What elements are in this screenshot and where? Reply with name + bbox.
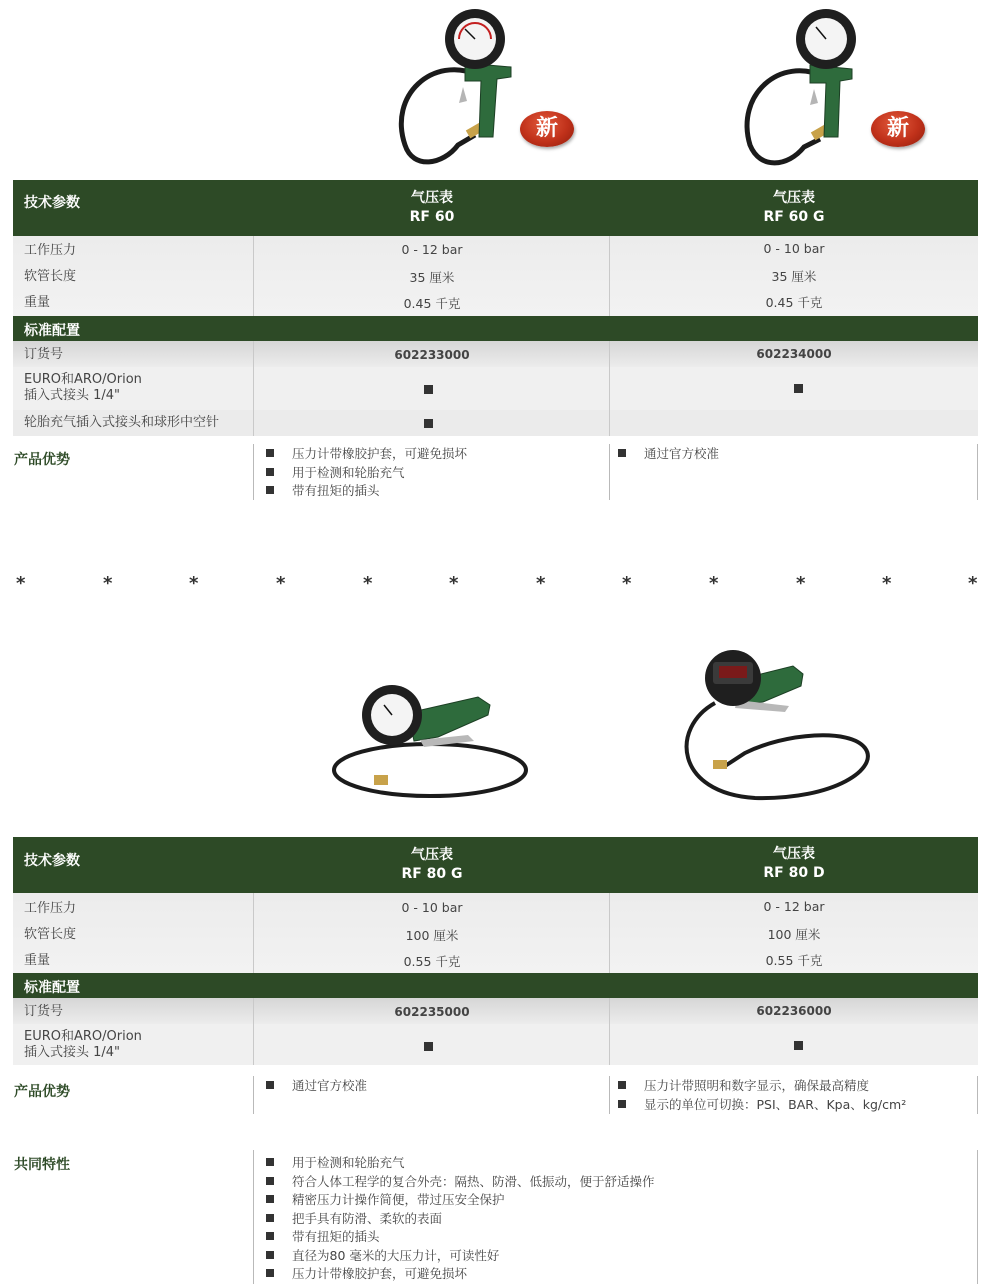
euro-aro-row — [13, 367, 978, 410]
standard-config-label: 标准配置 — [24, 980, 80, 996]
row-label-hose: 软管长度 — [24, 269, 77, 284]
separator-star: * — [189, 573, 199, 594]
order-number-label: 订货号 — [24, 347, 64, 362]
hose-value: 100 厘米 — [767, 927, 821, 942]
advantages-list — [618, 1077, 906, 1114]
col-divider — [609, 998, 610, 1065]
hose-value: 35 厘米 — [771, 269, 817, 284]
product-col-header: 气压表 RF 60 — [409, 190, 455, 225]
list-item: 把手具有防滑、柔软的表面 — [266, 1210, 655, 1229]
advantages-list — [618, 445, 719, 464]
adv-divider — [977, 1150, 978, 1284]
product-col-header: 气压表 RF 80 G — [401, 847, 463, 882]
list-item: 显示的单位可切换：PSI、BAR、Kpa、kg/cm² — [618, 1096, 906, 1115]
table-header — [13, 180, 978, 236]
separator-star: * — [103, 573, 113, 594]
col-divider — [253, 341, 254, 436]
pressure-value: 0 - 12 bar — [763, 899, 825, 914]
order-number-row — [13, 998, 978, 1024]
row-label-pressure: 工作压力 — [24, 901, 77, 916]
product-image-rf80d — [675, 648, 875, 808]
row-label-hose: 软管长度 — [24, 927, 77, 942]
order-number: 602236000 — [756, 1004, 832, 1018]
list-item: 压力计带橡胶护套，可避免损坏 — [266, 1265, 655, 1284]
advantages-title: 产品优势 — [14, 1084, 70, 1100]
product-col-header: 气压表 RF 80 D — [763, 846, 825, 881]
list-item: 直径为80 毫米的大压力计，可读性好 — [266, 1247, 655, 1266]
separator-star: * — [363, 573, 373, 594]
weight-value: 0.55 千克 — [765, 953, 823, 968]
col-divider — [609, 341, 610, 436]
separator-star: * — [709, 573, 719, 594]
list-item: 通过官方校准 — [618, 445, 719, 464]
standard-config-band — [13, 973, 978, 998]
list-item: 压力计带橡胶护套，可避免损坏 — [266, 445, 467, 464]
col-divider — [253, 893, 254, 973]
spec-rows — [13, 893, 978, 973]
separator-star: * — [449, 573, 459, 594]
header-label: 技术参数 — [24, 195, 80, 211]
list-item: 符合人体工程学的复合外壳：隔热、防滑、低振动，便于舒适操作 — [266, 1173, 655, 1192]
adv-divider — [977, 1076, 978, 1114]
list-item: 压力计带照明和数字显示，确保最高精度 — [618, 1077, 906, 1096]
weight-value: 0.55 千克 — [403, 954, 461, 969]
col-divider — [253, 998, 254, 1065]
adv-divider — [253, 1076, 254, 1114]
euro-aro-row — [13, 1024, 978, 1065]
row-label-weight: 重量 — [24, 953, 51, 968]
row-label-pressure: 工作压力 — [24, 243, 77, 258]
list-item: 带有扭矩的插头 — [266, 482, 467, 501]
pressure-value: 0 - 10 bar — [763, 241, 825, 256]
adv-divider — [253, 1150, 254, 1284]
adv-divider — [609, 444, 610, 500]
included-mark — [424, 1042, 433, 1051]
included-mark — [424, 385, 433, 394]
product-col-header: 气压表 RF 60 G — [763, 190, 825, 225]
col-divider — [253, 236, 254, 316]
separator-star: * — [882, 573, 892, 594]
included-mark — [424, 419, 433, 428]
advantages-title: 产品优势 — [14, 452, 70, 468]
pressure-value: 0 - 12 bar — [401, 242, 463, 257]
list-item: 用于检测和轮胎充气 — [266, 464, 467, 483]
separator-star: * — [968, 573, 978, 594]
euro-aro-label: EURO和ARO/Orion 插入式接头 1/4" — [24, 372, 142, 403]
product-image-rf80g — [328, 685, 533, 805]
list-item: 用于检测和轮胎充气 — [266, 1154, 655, 1173]
order-number: 602233000 — [394, 348, 470, 362]
new-badge: 新 — [871, 111, 925, 147]
list-item: 精密压力计操作简便，带过压安全保护 — [266, 1191, 655, 1210]
standard-config-band — [13, 316, 978, 341]
spec-table-1 — [13, 180, 978, 438]
row-label-weight: 重量 — [24, 295, 51, 310]
col-divider — [609, 893, 610, 973]
separator-star: * — [796, 573, 806, 594]
common-features-list — [266, 1154, 655, 1284]
included-mark — [794, 384, 803, 393]
product-image-rf60g — [740, 5, 880, 175]
list-item: 通过官方校准 — [266, 1077, 367, 1096]
adv-divider — [609, 1076, 610, 1114]
tyre-valve-row — [13, 410, 978, 436]
order-number-row — [13, 341, 978, 367]
separator-star: * — [536, 573, 546, 594]
list-item: 带有扭矩的插头 — [266, 1228, 655, 1247]
order-number-label: 订货号 — [24, 1004, 64, 1019]
tyre-valve-label: 轮胎充气插入式接头和球形中空针 — [24, 415, 220, 430]
included-mark — [794, 1041, 803, 1050]
common-features-title: 共同特性 — [14, 1157, 70, 1173]
advantages-list — [266, 1077, 367, 1096]
separator-star: * — [276, 573, 286, 594]
adv-divider — [977, 444, 978, 500]
order-number: 602235000 — [394, 1005, 470, 1019]
separator-star: * — [622, 573, 632, 594]
adv-divider — [253, 444, 254, 500]
advantages-list — [266, 445, 467, 501]
euro-aro-label: EURO和ARO/Orion 插入式接头 1/4" — [24, 1029, 142, 1060]
hose-value: 100 厘米 — [405, 928, 459, 943]
spec-rows — [13, 236, 978, 316]
table-header — [13, 837, 978, 893]
product-image-rf60 — [393, 5, 533, 175]
header-label: 技术参数 — [24, 853, 80, 869]
weight-value: 0.45 千克 — [765, 295, 823, 310]
col-divider — [609, 236, 610, 316]
new-badge: 新 — [520, 111, 574, 147]
standard-config-label: 标准配置 — [24, 323, 80, 339]
separator-star: * — [16, 573, 26, 594]
hose-value: 35 厘米 — [409, 270, 455, 285]
weight-value: 0.45 千克 — [403, 296, 461, 311]
order-number: 602234000 — [756, 347, 832, 361]
spec-table-2 — [13, 837, 978, 1065]
pressure-value: 0 - 10 bar — [401, 900, 463, 915]
